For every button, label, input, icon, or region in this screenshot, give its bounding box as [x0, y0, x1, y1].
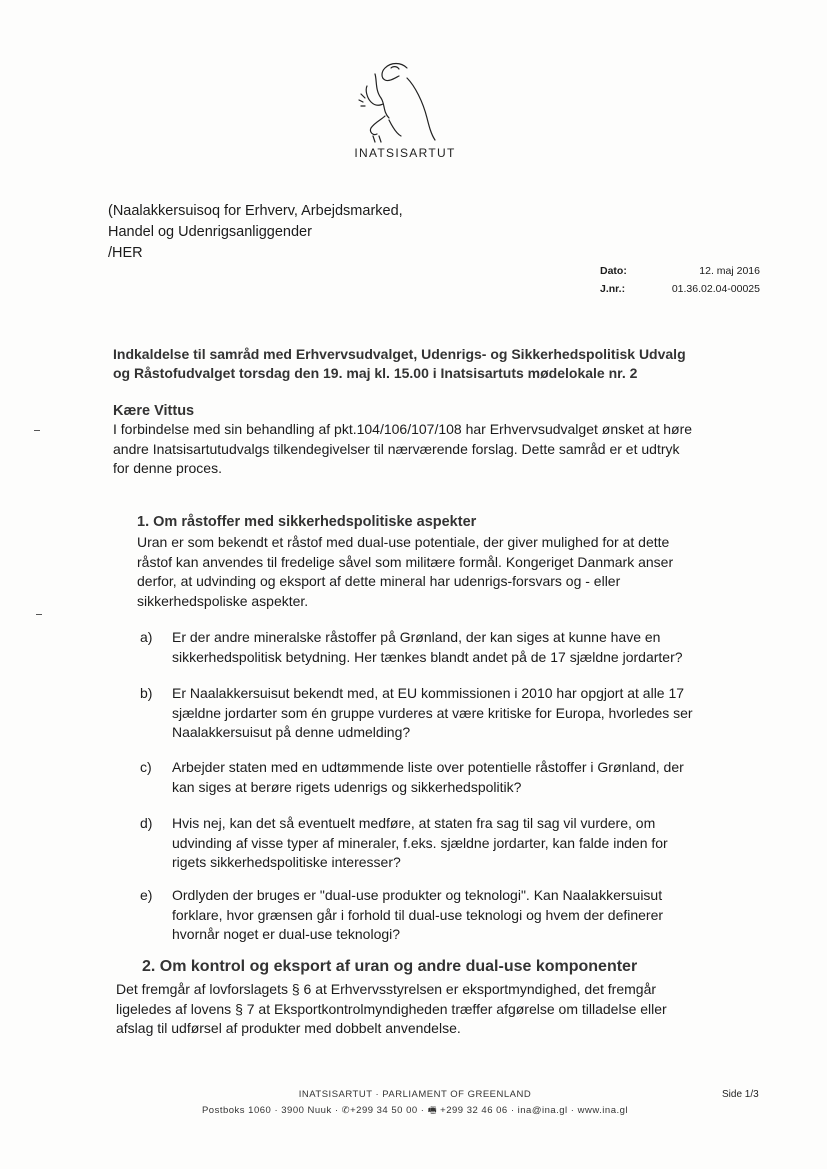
- recipient-address: [108, 201, 403, 264]
- question-text: Arbejder staten med en udtømmende liste over potentielle råstoffer i Grønland, der kan siges at berøre rigets udenrigs og sikkerhedspolitik?: [172, 759, 684, 795]
- page-footer: [150, 1087, 680, 1119]
- organization-name: INATSISARTUT: [354, 146, 456, 160]
- question-text: Er der andre mineralske råstoffer på Grønland, der kan siges at kunne have en sikkerhedspolitisk betydning. Her tænkes blandt andet på de 17 sjældne jordarter?: [172, 629, 683, 665]
- date-value: 12. maj 2016: [699, 265, 760, 277]
- question-item: [140, 886, 695, 945]
- recipient-line: Handel og Udenrigsanliggender: [108, 224, 312, 240]
- question-item: [140, 684, 695, 743]
- page-number: Side 1/3: [722, 1089, 759, 1100]
- question-item: [140, 814, 695, 873]
- polar-bear-drum-logo-icon: [345, 58, 445, 146]
- journal-number-label: J.nr.:: [600, 283, 626, 295]
- section-1-body: Uran er som bekendt et råstof med dual-use potentiale, der giver mulighed for at dette råstof kan anvendes til fredelige såvel som militære formål. Kongeriget Danmark anser derfor, at udvinding og eksport af dette mineral har udenrigs-forsvars og - eller sikkerhedspoliske aspekter.: [137, 534, 674, 609]
- journal-number-row: [600, 280, 760, 298]
- section-2-body: Det fremgår af lovforslagets § 6 at Erhvervsstyrelsen er eksportmyndighed, det fremgår ligeledes af lovens § 7 at Eksportkontrolmyndigheden træffer afgørelse om tilladelse eller afslag til udførsel af produkter med dobbelt anvendelse.: [116, 981, 667, 1036]
- question-marker: e): [140, 887, 153, 903]
- recipient-line: (Naalakkersuisoq for Erhverv, Arbejdsmarked,: [108, 203, 403, 219]
- question-item: [140, 628, 695, 667]
- question-text: Er Naalakkersuisut bekendt med, at EU kommissionen i 2010 har opgjort at alle 17 sjældne jordarter som én gruppe vurderes at være kritiske for Europa, hvorledes ser Naalakkersuisut på denne udmelding?: [172, 685, 693, 740]
- margin-mark: [36, 614, 42, 615]
- intro-paragraph: I forbindelse med sin behandling af pkt.104/106/107/108 har Erhvervsudvalget ønsket at høre andre Inatsisartutudvalgs tilkendegivelser til nærværende forslag. Dette samråd er et udtryk for denne proces.: [113, 421, 693, 476]
- question-item: [140, 758, 695, 797]
- document-meta: [600, 262, 760, 298]
- question-marker: c): [140, 759, 152, 775]
- question-text: Hvis nej, kan det så eventuelt medføre, at staten fra sag til sag vil vurdere, om udvinding af visse typer af mineraler, f.eks. sjældne jordarter, kan falde inden for rigets sikkerhedspolitiske interesser?: [172, 815, 668, 870]
- recipient-line: /HER: [108, 245, 143, 261]
- journal-number-value: 01.36.02.04-00025: [671, 283, 760, 295]
- salutation: Kære Vittus: [113, 403, 195, 419]
- letter-subject: Indkaldelse til samråd med Erhvervsudvalget, Udenrigs- og Sikkerhedspolitisk Udvalg og Råstofudvalget torsdag den 19. maj kl. 15.00 i Inatsisartuts mødelokale nr. 2: [113, 346, 686, 381]
- date-label: Dato:: [600, 265, 627, 277]
- date-row: [600, 262, 760, 280]
- footer-contact: Postboks 1060 · 3900 Nuuk · ✆+299 34 50 00 · 🖷 +299 32 46 06 · ina@ina.gl · www.ina.gl: [201, 1105, 629, 1116]
- question-marker: b): [140, 685, 153, 701]
- section-1-heading: 1. Om råstoffer med sikkerhedspolitiske aspekter: [137, 514, 477, 530]
- margin-mark: [34, 430, 40, 431]
- section-2-heading: 2. Om kontrol og eksport af uran og andre dual-use komponenter: [142, 958, 638, 975]
- footer-organization: INATSISARTUT · PARLIAMENT OF GREENLAND: [298, 1089, 532, 1100]
- question-marker: a): [140, 629, 153, 645]
- question-marker: d): [140, 815, 153, 831]
- question-text: Ordlyden der bruges er "dual-use produkter og teknologi". Kan Naalakkersuisut forklare, hvor grænsen går i forhold til dual-use teknologi og hvem der definerer hvornår noget er dual-use teknologi?: [172, 887, 664, 942]
